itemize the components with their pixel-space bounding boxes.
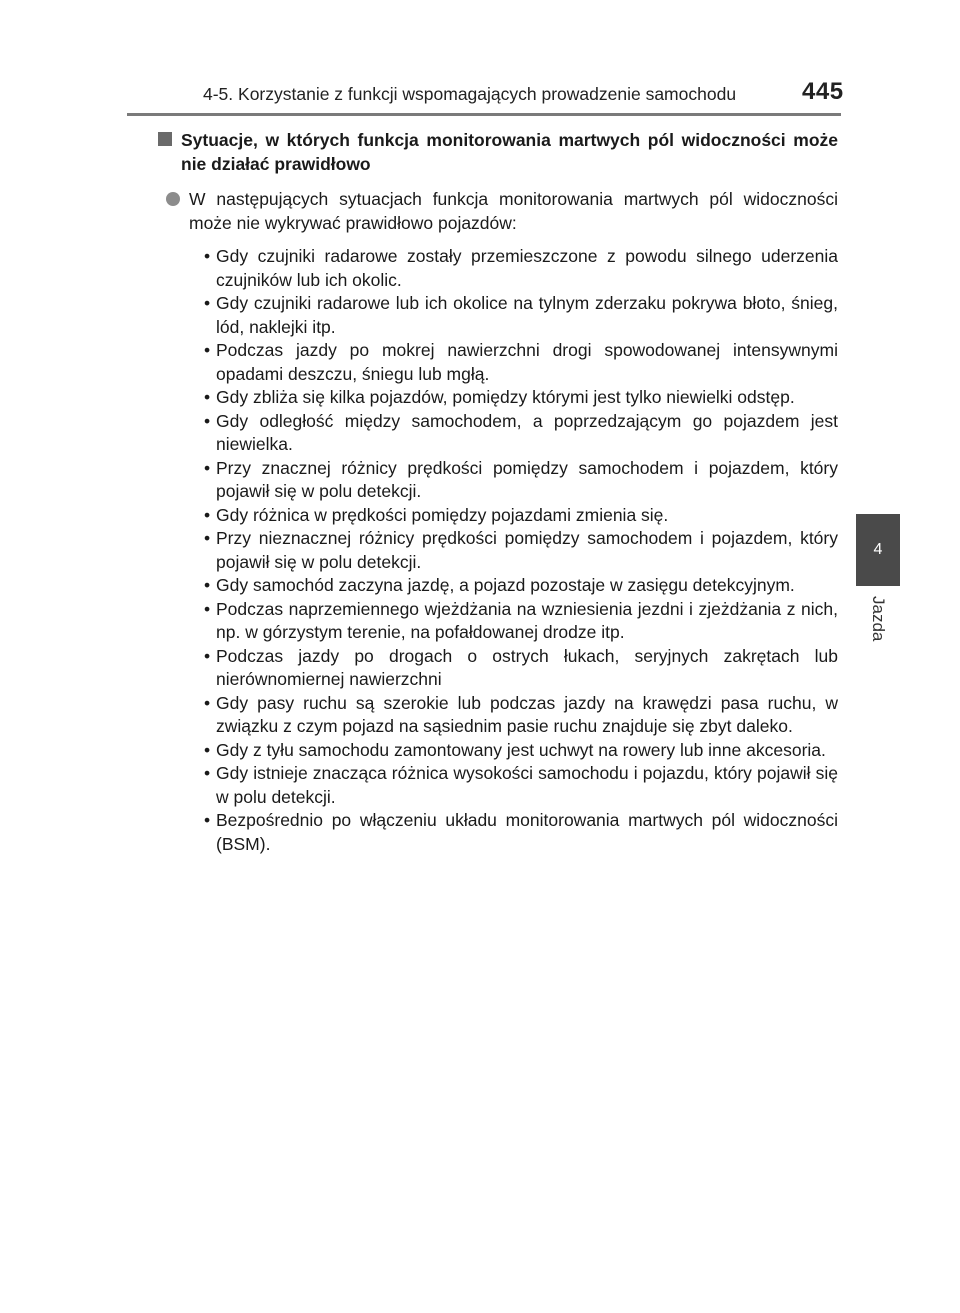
- header-divider: [127, 113, 841, 116]
- chapter-tab-label: Jazda: [869, 596, 888, 642]
- bullet-icon: •: [204, 528, 211, 548]
- square-bullet-icon: [158, 132, 172, 146]
- bullet-icon: •: [204, 504, 211, 525]
- bullet-icon: •: [204, 293, 211, 313]
- list-item: [204, 339, 838, 386]
- list-item-text: Podczas jazdy po mokrej nawierzchni drogi spowodowanej intensywnymi opadami deszczu, śniegu lub mgłą.: [216, 340, 838, 384]
- list-item: [204, 574, 838, 598]
- list-item-text: Przy nieznacznej różnicy prędkości pomiędzy samochodem i pojazdem, który pojawił się w polu detekcji.: [216, 528, 838, 572]
- section-heading-text: Sytuacje, w których funkcja monitorowania martwych pól widoczności może nie działać prawidłowo: [181, 130, 838, 174]
- list-item: [204, 762, 838, 809]
- list-item: [204, 598, 838, 645]
- list-item-text: Przy znacznej różnicy prędkości pomiędzy samochodem i pojazdem, który pojawił się w polu detekcji.: [216, 457, 838, 501]
- list-item-text: Podczas naprzemiennego wjeżdżania na wzniesienia jezdni i zjeżdżania z nich, np. w górzystym terenie, na pofałdowanej drodze itp.: [216, 598, 838, 642]
- bullet-icon: •: [204, 739, 211, 760]
- list-item-text: Gdy czujniki radarowe zostały przemieszczone z powodu silnego uderzenia czujników lub ich okolic.: [216, 246, 838, 290]
- bullet-icon: •: [204, 457, 211, 478]
- bullet-icon: •: [204, 692, 211, 713]
- page-number: 445: [802, 78, 844, 105]
- bullet-icon: •: [204, 598, 211, 619]
- section-heading: [157, 128, 838, 176]
- list-item-text: Gdy różnica w prędkości pomiędzy pojazdami zmienia się.: [216, 504, 669, 525]
- intro-paragraph: [157, 187, 838, 235]
- list-item: [204, 292, 838, 339]
- bullet-icon: •: [204, 246, 211, 266]
- list-item: [204, 809, 838, 856]
- bullet-icon: •: [204, 410, 211, 431]
- chapter-tab-number: 4: [873, 541, 883, 558]
- main-content: [157, 128, 838, 856]
- circle-bullet-icon: [166, 192, 180, 206]
- list-item: [204, 645, 838, 692]
- list-item: [204, 527, 838, 574]
- bullet-icon: •: [204, 387, 211, 407]
- list-item: [204, 504, 838, 528]
- bullet-icon: •: [204, 810, 211, 830]
- list-item-text: Gdy odległość między samochodem, a poprzedzającym go pojazdem jest niewielka.: [216, 410, 838, 454]
- header-section-title: 4-5. Korzystanie z funkcji wspomagających prowadzenie samochodu: [203, 84, 737, 104]
- list-item: [204, 692, 838, 739]
- chapter-tab[interactable]: [856, 514, 900, 586]
- list-item: [204, 739, 838, 763]
- list-item-text: Podczas jazdy po drogach o ostrych łukach, seryjnych zakrętach lub nierównomiernej nawierzchni: [216, 645, 838, 689]
- situation-list: [157, 245, 838, 856]
- list-item-text: Gdy samochód zaczyna jazdę, a pojazd pozostaje w zasięgu detekcyjnym.: [216, 575, 795, 595]
- bullet-icon: •: [204, 763, 211, 783]
- list-item-text: Gdy istnieje znacząca różnica wysokości samochodu i pojazdu, który pojawił się w polu detekcji.: [216, 763, 838, 807]
- list-item-text: Gdy zbliża się kilka pojazdów, pomiędzy którymi jest tylko niewielki odstęp.: [216, 387, 795, 407]
- list-item: [204, 410, 838, 457]
- list-item: [204, 245, 838, 292]
- list-item-text: Gdy z tyłu samochodu zamontowany jest uchwyt na rowery lub inne akcesoria.: [216, 739, 826, 760]
- intro-text: W następujących sytuacjach funkcja monitorowania martwych pól widoczności może nie wykrywać prawidłowo pojazdów:: [189, 189, 838, 233]
- bullet-icon: •: [204, 645, 211, 666]
- bullet-icon: •: [204, 340, 211, 360]
- bullet-icon: •: [204, 575, 211, 595]
- list-item: [204, 386, 838, 410]
- list-item-text: Bezpośrednio po włączeniu układu monitorowania martwych pól widoczności (BSM).: [216, 810, 838, 854]
- list-item: [204, 457, 838, 504]
- list-item-text: Gdy czujniki radarowe lub ich okolice na tylnym zderzaku pokrywa błoto, śnieg, lód, naklejki itp.: [216, 293, 838, 337]
- list-item-text: Gdy pasy ruchu są szerokie lub podczas jazdy na krawędzi pasa ruchu, w związku z czym pojazd na sąsiednim pasie ruchu znajduje się zbyt daleko.: [216, 692, 838, 736]
